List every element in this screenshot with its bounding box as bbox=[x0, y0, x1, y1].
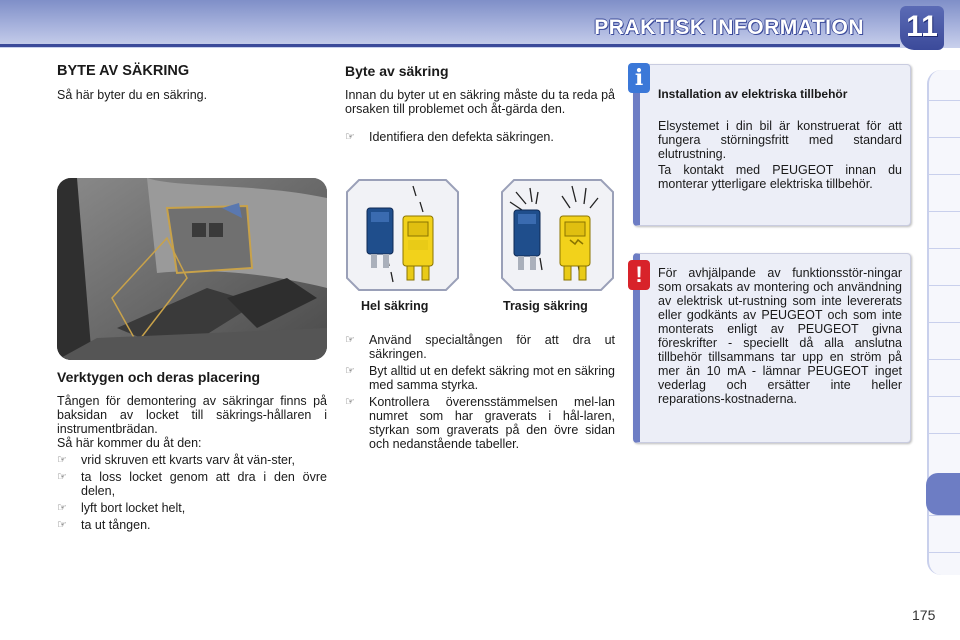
pointer-icon: ☞ bbox=[57, 454, 67, 466]
pointer-icon: ☞ bbox=[57, 502, 67, 514]
intro-text: Så här byter du en säkring. bbox=[57, 88, 208, 102]
list-item: ☞ lyft bort locket helt, bbox=[57, 501, 186, 515]
info-note-paragraph: Elsystemet i din bil är konstruerat för att fungera störningsfritt med standard elutrustning. bbox=[658, 119, 902, 161]
broken-fuse-illustration bbox=[500, 178, 615, 292]
replace-steps-list bbox=[345, 333, 615, 454]
tools-heading: Verktygen och deras placering bbox=[57, 369, 261, 385]
list-item: ☞ Byt alltid ut en defekt säkring mot en säkring med samma styrka. bbox=[345, 364, 615, 392]
replace-heading: Byte av säkring bbox=[345, 63, 449, 79]
pointer-icon: ☞ bbox=[345, 334, 355, 346]
info-icon: i bbox=[628, 63, 650, 93]
broken-fuse-caption: Trasig säkring bbox=[503, 299, 588, 313]
list-item: ☞ ta ut tången. bbox=[57, 518, 151, 532]
list-item: ☞ Identifiera den defekta säkringen. bbox=[345, 130, 554, 144]
tools-text: Tången för demontering av säkringar finns på baksidan av locket till säkrings-hållaren i instrumentbrädan. bbox=[57, 394, 327, 436]
section-heading: BYTE AV SÄKRING bbox=[57, 63, 190, 79]
section-title: PRAKTISK INFORMATION bbox=[594, 16, 864, 39]
fuse-box-photo bbox=[57, 178, 327, 360]
info-note-paragraph: Ta kontakt med PEUGEOT innan du monterar ytterligare elektriska tillbehör. bbox=[658, 163, 902, 191]
pointer-icon: ☞ bbox=[57, 471, 67, 483]
chapter-badge bbox=[900, 6, 944, 50]
warning-note-text: För avhjälpande av funktionsstör-ningar som orsakats av montering och användning av elektrisk ut-rustning som inte levererats eller godkänts av PEUGEOT och som inte monterats enligt av PEUGEOT givna föreskrifter - speciellt då alla anslutna tillbehör tillsammans tar upp en ström på mer än 10 mA - lämnar PEUGEOT inget vederlag och ersätter inte heller reparations-kostnaderna. bbox=[658, 266, 902, 406]
replace-intro: Innan du byter ut en säkring måste du ta reda på orsaken till problemet och åt-gärda den. bbox=[345, 88, 615, 116]
list-item: ☞ Använd specialtången för att dra ut säkringen. bbox=[345, 333, 615, 361]
list-item: ☞ ta loss locket genom att dra i den övre delen, bbox=[57, 470, 327, 498]
chapter-number: 11 bbox=[906, 10, 938, 43]
list-item: ☞ Kontrollera överensstämmelsen mel-lan numret som har graverats i hål-laren, styrkan som graverats på den övre sidan och nedanstående tabeller. bbox=[345, 395, 615, 451]
page-number: 175 bbox=[912, 607, 936, 623]
pointer-icon: ☞ bbox=[345, 396, 355, 408]
pointer-icon: ☞ bbox=[345, 131, 355, 143]
active-chapter-tab bbox=[926, 473, 960, 515]
access-steps-list bbox=[57, 453, 327, 535]
pointer-icon: ☞ bbox=[57, 519, 67, 531]
info-note-title: Installation av elektriska tillbehör bbox=[658, 87, 848, 101]
info-note bbox=[633, 64, 911, 226]
warning-icon: ! bbox=[628, 260, 650, 290]
header-rule bbox=[0, 44, 900, 47]
good-fuse-illustration bbox=[345, 178, 460, 292]
identify-list bbox=[345, 130, 615, 147]
warning-note bbox=[633, 253, 911, 443]
list-item: ☞ vrid skruven ett kvarts varv åt vän-ster, bbox=[57, 453, 295, 467]
pointer-icon: ☞ bbox=[345, 365, 355, 377]
access-text: Så här kommer du åt den: bbox=[57, 436, 202, 450]
good-fuse-caption: Hel säkring bbox=[361, 299, 429, 313]
